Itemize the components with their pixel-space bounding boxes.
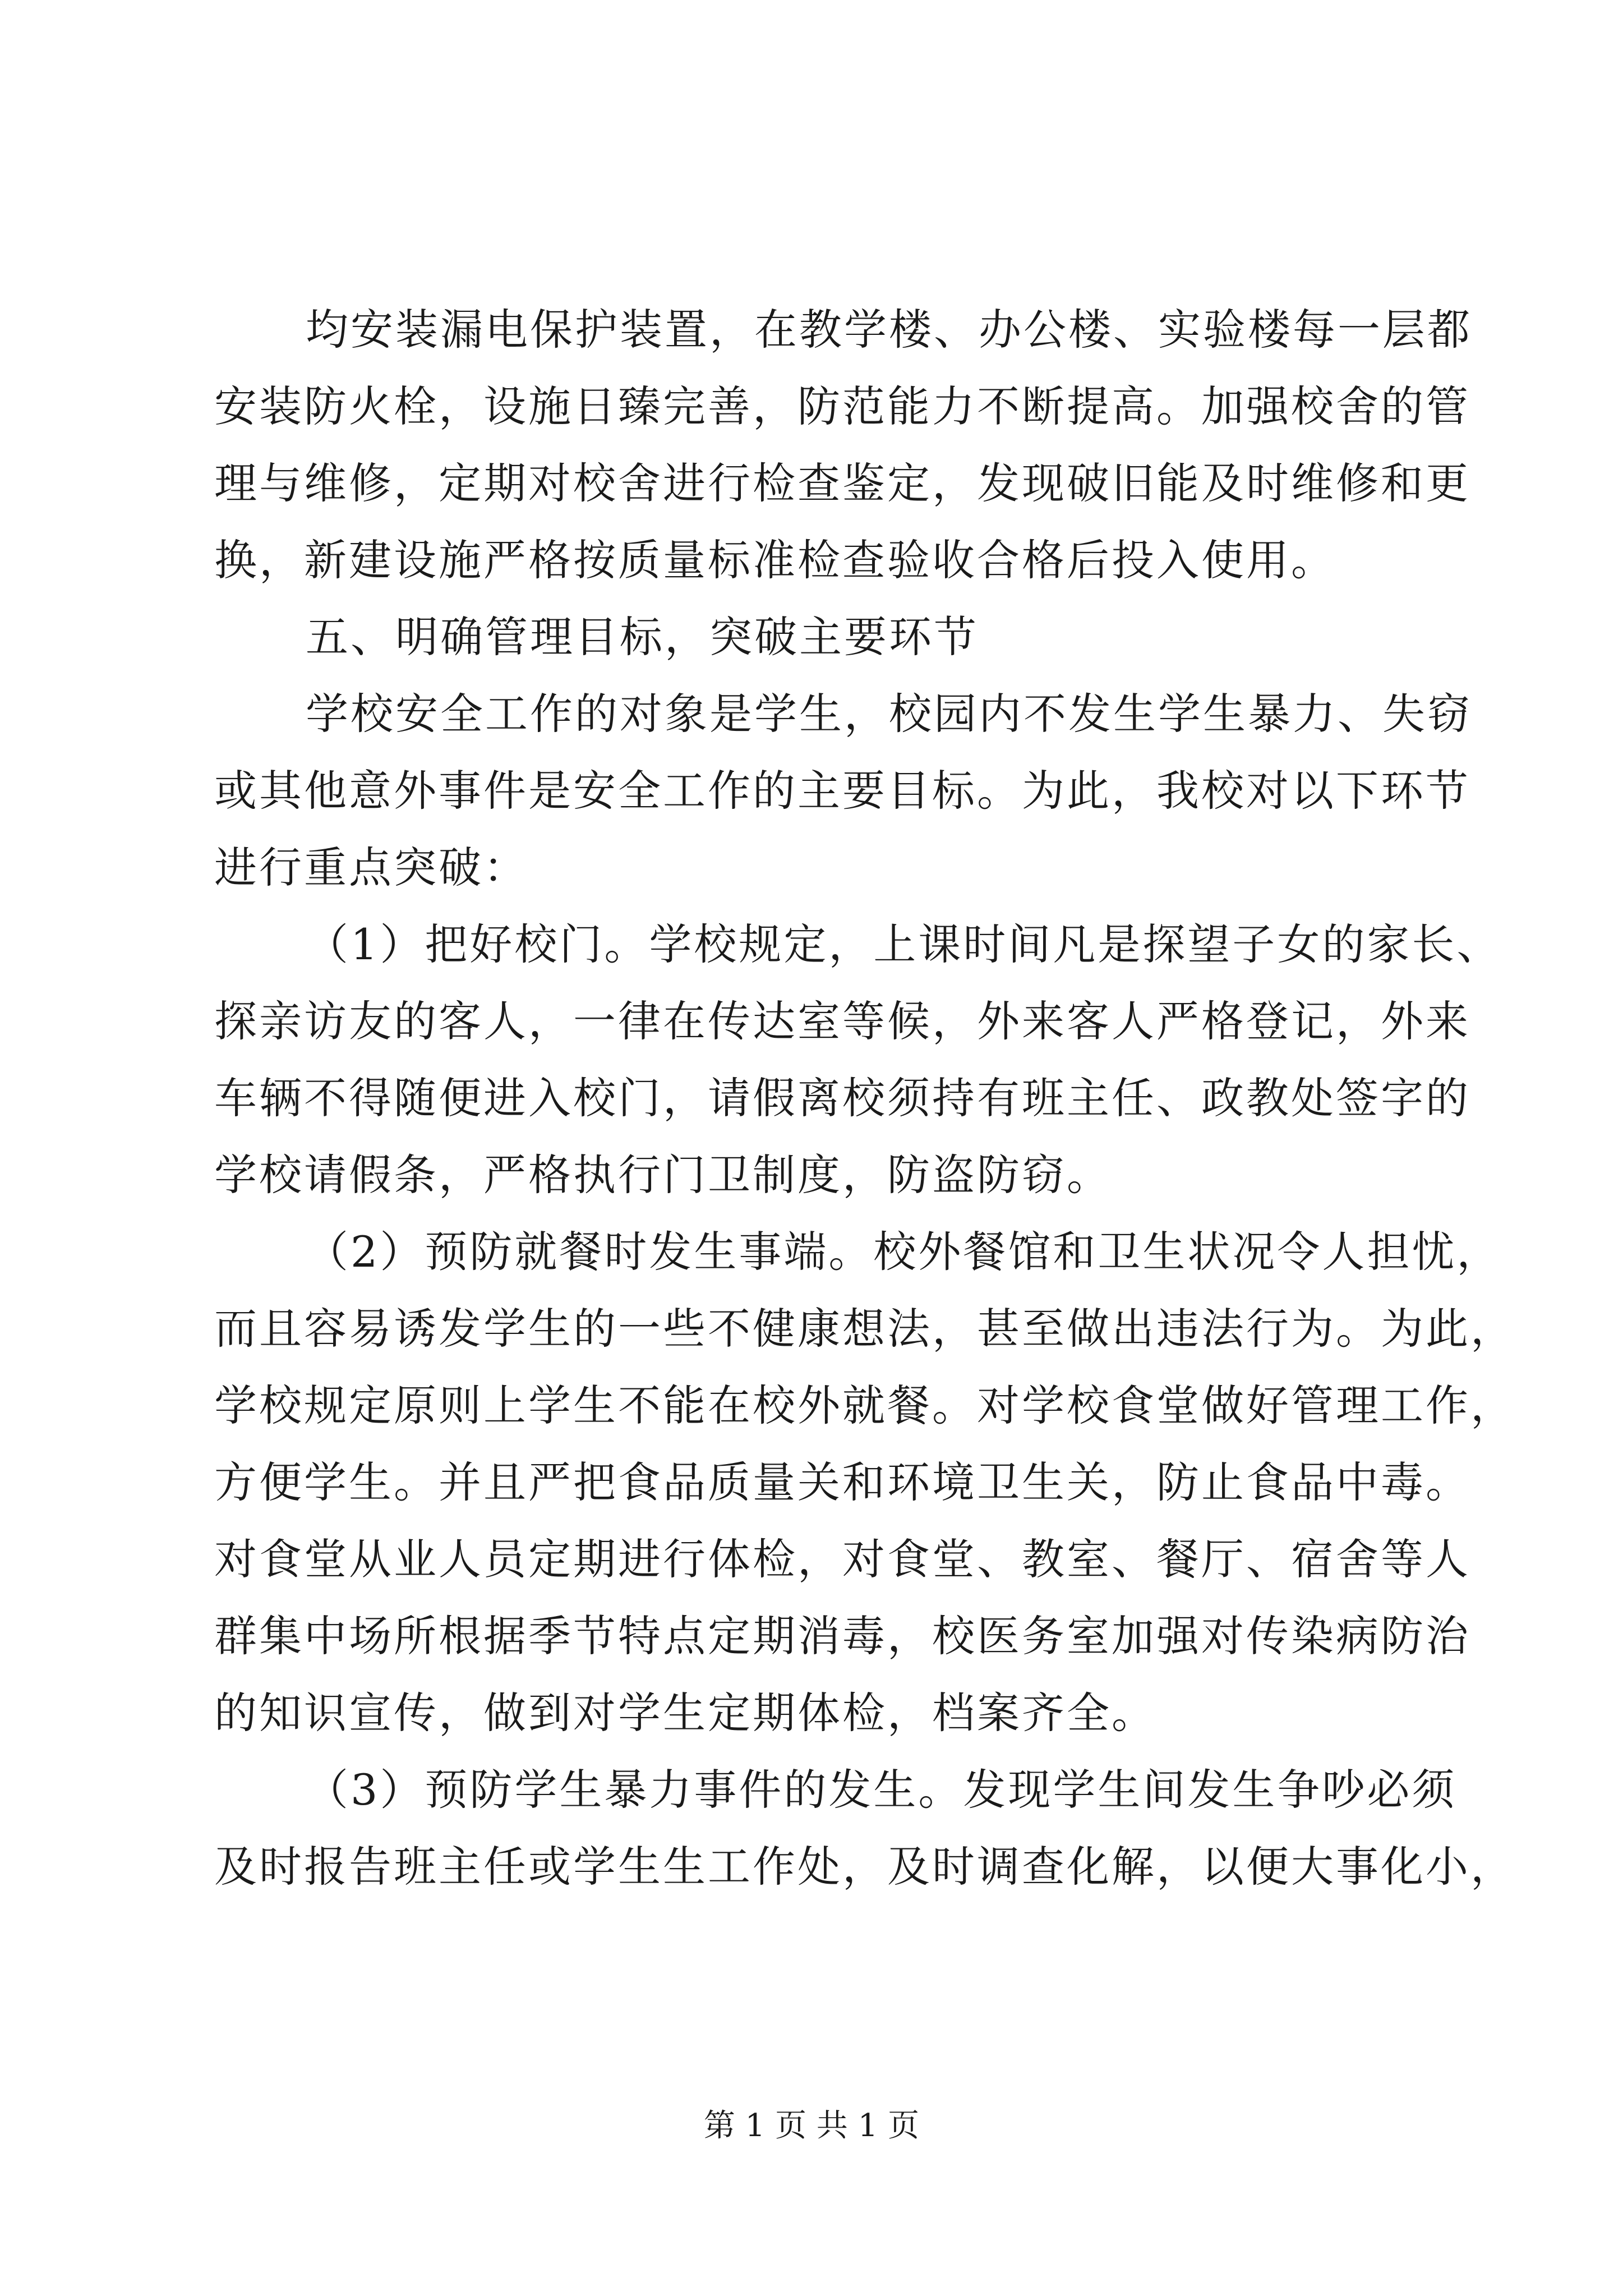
- body-line-21: 及时报告班主任或学生生工作处，及时调查化解，以便大事化小，: [214, 1842, 1515, 1892]
- body-line-19: 的知识宣传，做到对学生定期体检，档案齐全。: [214, 1688, 1156, 1738]
- section-heading: 五、明确管理目标，突破主要环节: [306, 612, 979, 662]
- body-line-8: 进行重点突破：: [214, 843, 528, 892]
- body-line-14: 而且容易诱发学生的一些不健康想法，甚至做出违法行为。为此，: [214, 1304, 1515, 1354]
- body-line-1: 均安装漏电保护装置，在教学楼、办公楼、实验楼每一层都: [306, 305, 1472, 355]
- page-number-footer: 第 1 页 共 1 页: [703, 2108, 920, 2144]
- body-line-16: 方便学生。并且严把食品质量关和环境卫生关，防止食品中毒。: [214, 1457, 1470, 1507]
- body-line-13: （2）预防就餐时发生事端。校外餐馆和卫生状况令人担忧，: [306, 1227, 1502, 1277]
- body-line-17: 对食堂从业人员定期进行体检，对食堂、教室、餐厅、宿舍等人: [214, 1534, 1470, 1584]
- body-line-12: 学校请假条，严格执行门卫制度，防盗防窃。: [214, 1150, 1112, 1200]
- body-line-15: 学校规定原则上学生不能在校外就餐。对学校食堂做好管理工作，: [214, 1381, 1515, 1430]
- body-line-11: 车辆不得随便进入校门，请假离校须持有班主任、政教处签字的: [214, 1073, 1470, 1123]
- body-line-9: （1）把好校门。学校规定，上课时间凡是探望子女的家长、: [306, 919, 1502, 969]
- body-line-10: 探亲访友的客人，一律在传达室等候，外来客人严格登记，外来: [214, 996, 1470, 1046]
- body-line-7: 或其他意外事件是安全工作的主要目标。为此，我校对以下环节: [214, 766, 1470, 816]
- body-line-2: 安装防火栓，设施日臻完善，防范能力不断提高。加强校舍的管: [214, 381, 1470, 431]
- body-line-3: 理与维修，定期对校舍进行检查鉴定，发现破旧能及时维修和更: [214, 458, 1470, 508]
- body-line-4: 换，新建设施严格按质量标准检查验收合格后投入使用。: [214, 535, 1336, 585]
- body-line-18: 群集中场所根据季节特点定期消毒，校医务室加强对传染病防治: [214, 1611, 1470, 1661]
- body-line-20: （3）预防学生暴力事件的发生。发现学生间发生争吵必须: [306, 1765, 1457, 1815]
- body-line-6: 学校安全工作的对象是学生，校园内不发生学生暴力、失窃: [306, 689, 1472, 739]
